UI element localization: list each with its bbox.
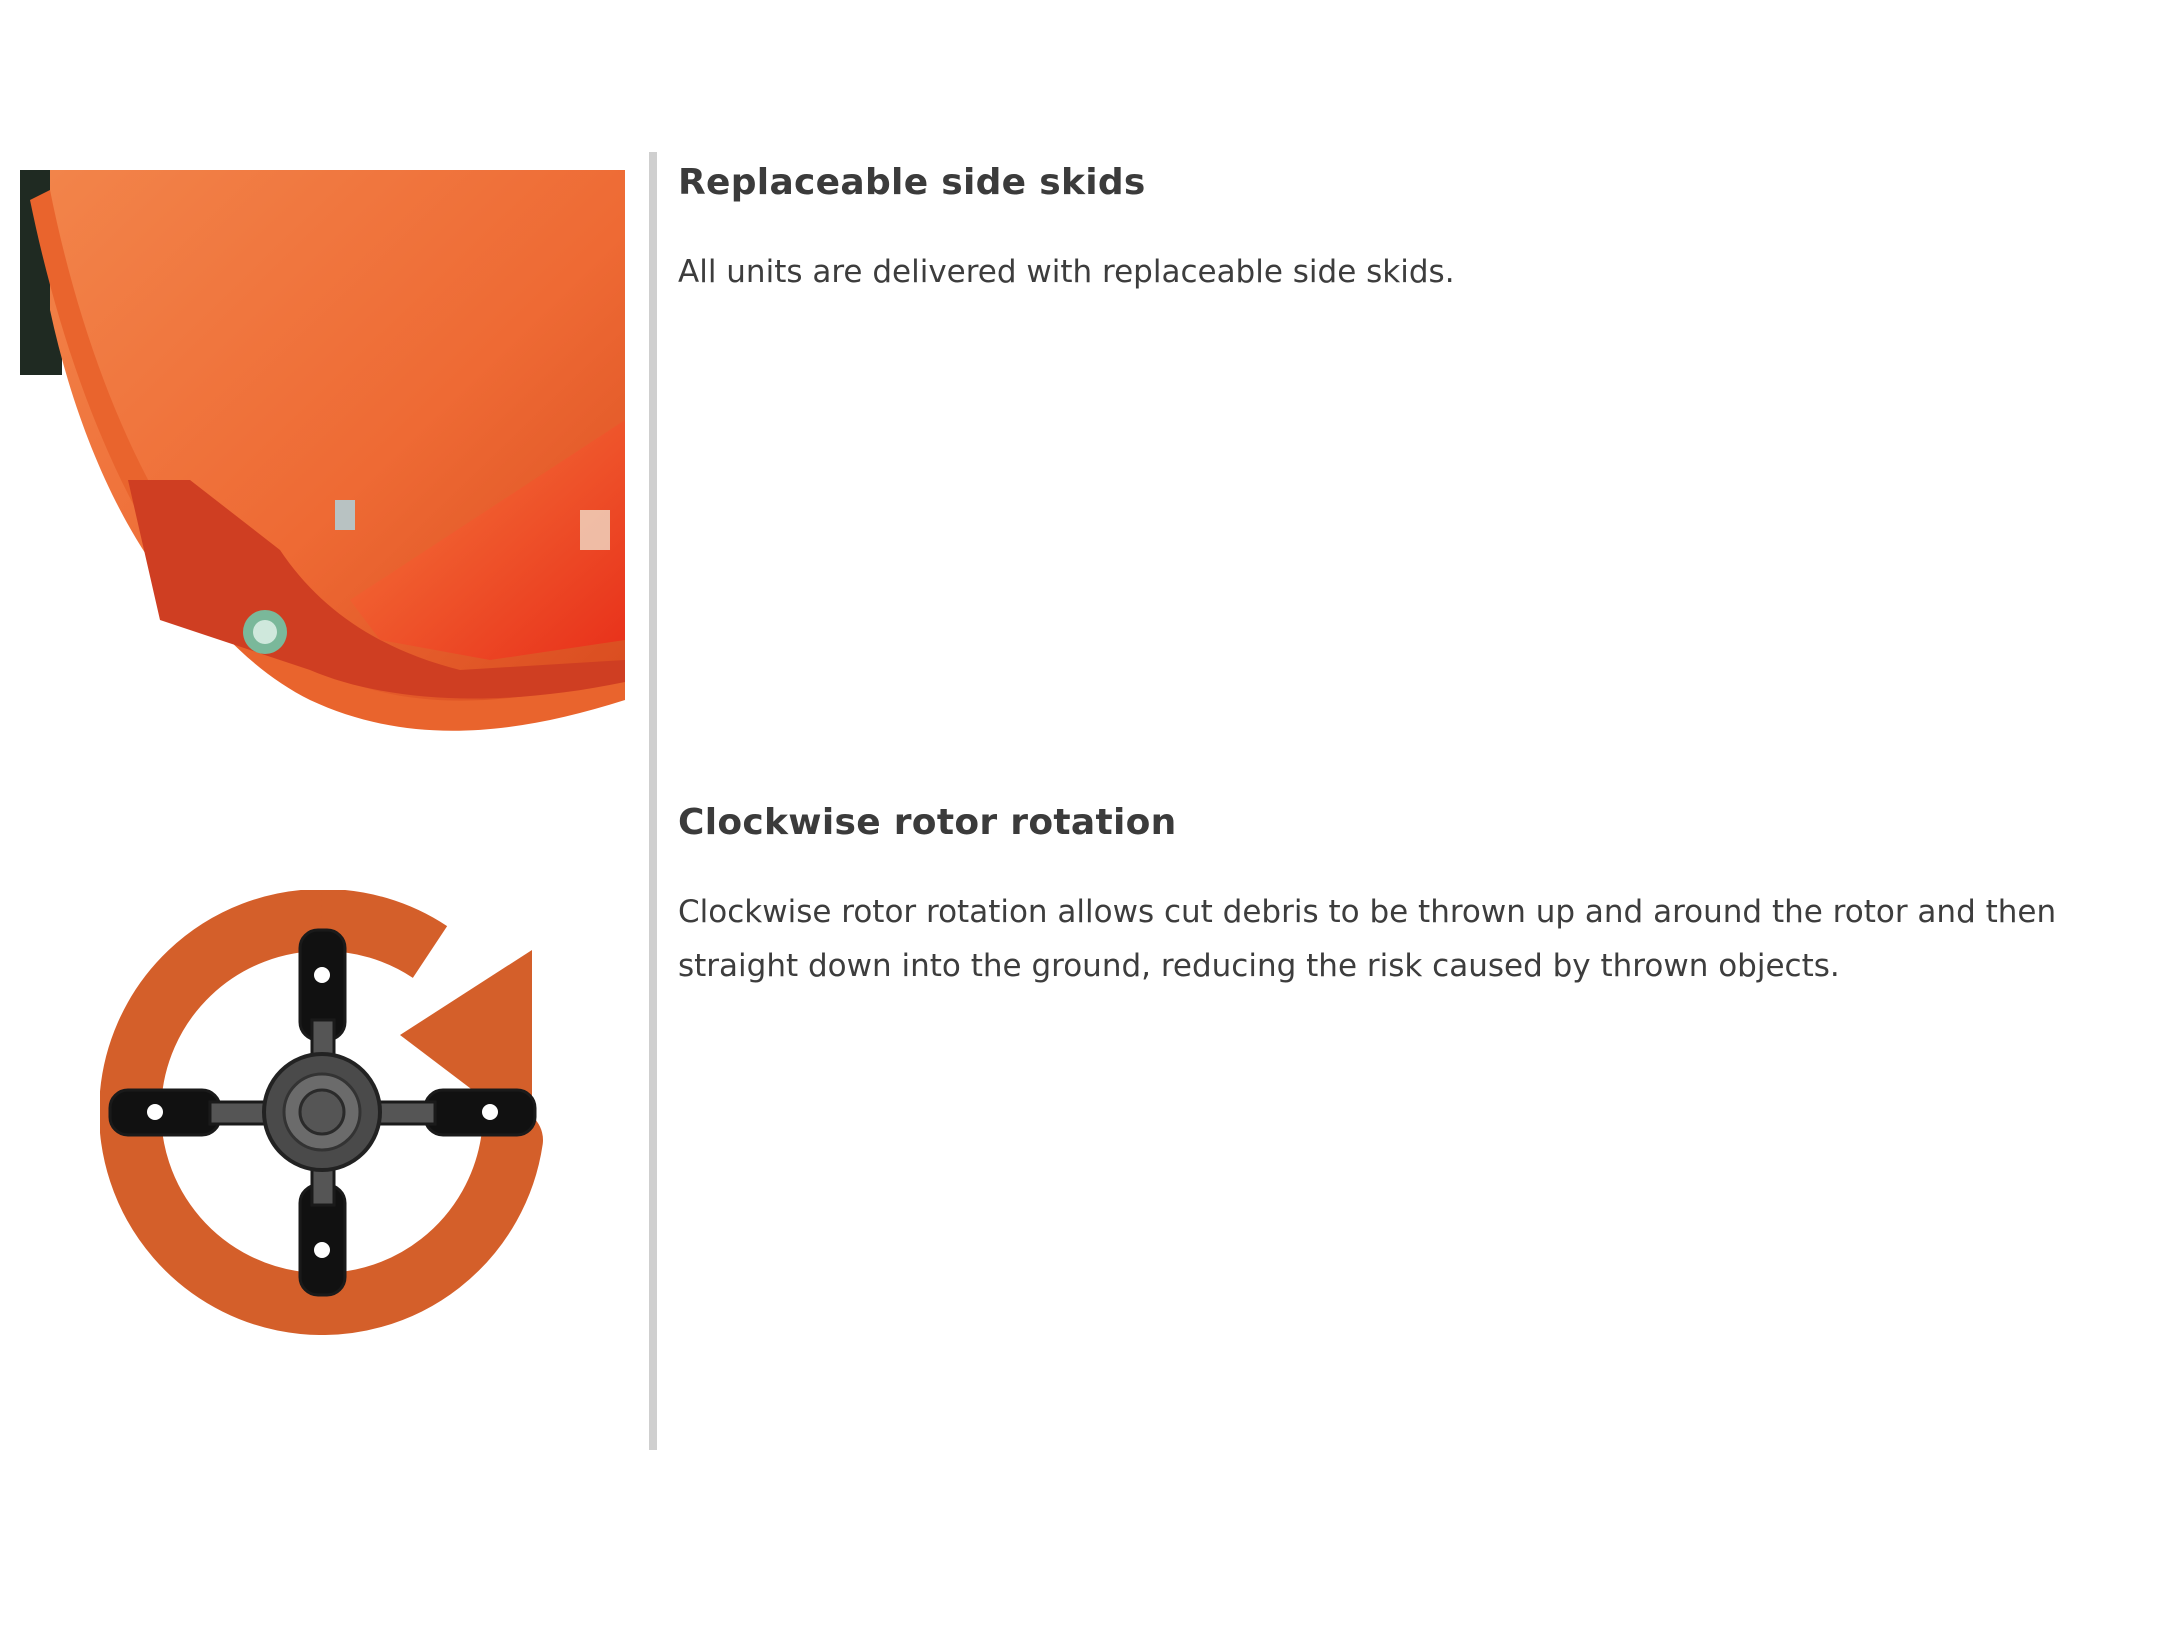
feature-side-skids [678,160,2158,299]
clockwise-rotor-icon [100,890,545,1335]
feature-title: Clockwise rotor rotation [678,802,1177,843]
feature-title: Replaceable side skids [678,162,1146,203]
feature-description: All units are delivered with replaceable side skids. [678,253,1455,290]
side-skid-image [20,170,625,740]
feature-rotor-rotation [678,800,2158,993]
vertical-divider [649,152,657,1450]
feature-description: Clockwise rotor rotation allows cut debris to be thrown up and around the rotor and then straight down into the ground, reducing the risk caused by thrown objects. [678,893,2057,984]
